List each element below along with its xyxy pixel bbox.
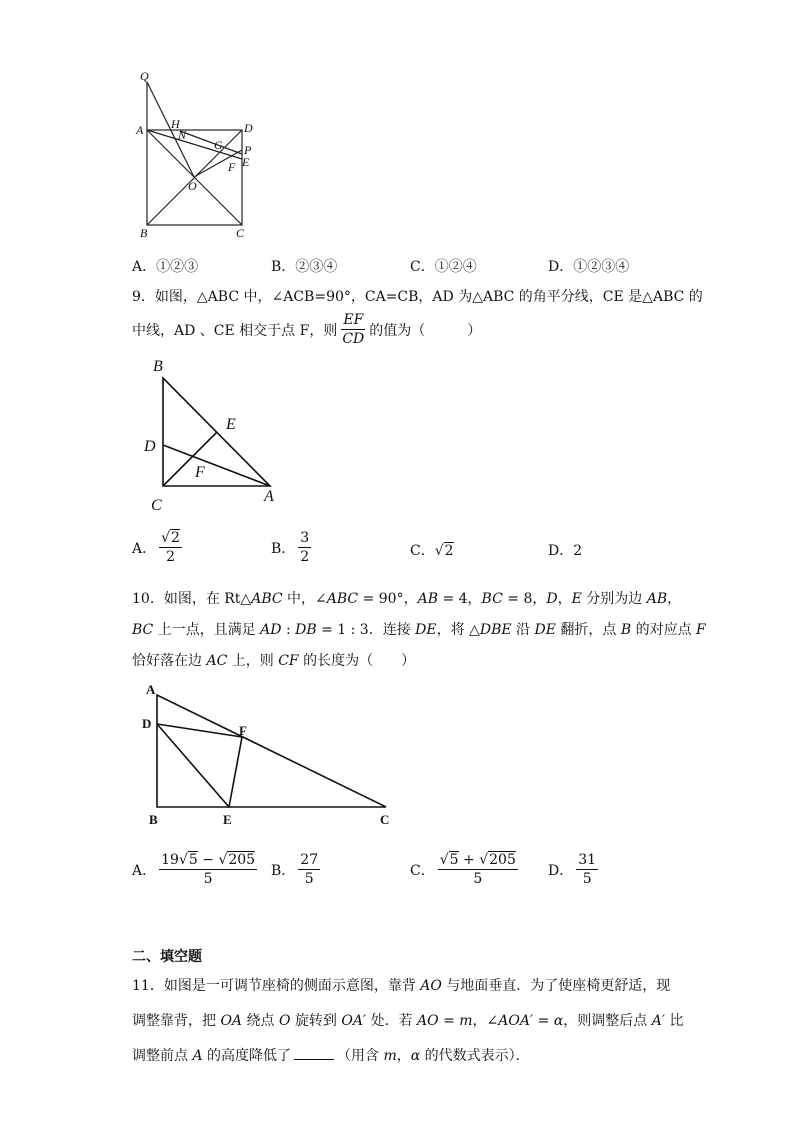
math: OA′ [341, 1013, 367, 1029]
text: 上一点，且满足 [153, 622, 261, 638]
label-d: D [244, 121, 253, 135]
label-e: E [242, 155, 250, 169]
math: CF [278, 653, 299, 669]
math: BC [481, 591, 503, 607]
label-e: E [226, 416, 236, 433]
text: 中，∠ [282, 591, 327, 607]
text: 翻折，点 [555, 622, 621, 638]
option-letter: A． [132, 862, 157, 879]
q9-option-d[interactable] [548, 540, 582, 560]
label-a: A [264, 488, 274, 505]
fraction-denominator: 2 [300, 549, 310, 565]
radicand: 205 [228, 852, 256, 868]
math: ABC [251, 591, 283, 607]
math: AOA′ [498, 1013, 534, 1029]
label-n: N [178, 128, 187, 142]
q9-triangle-figure [140, 355, 290, 515]
q11-stem-line3 [132, 1045, 530, 1065]
operator: − [197, 852, 219, 868]
q9-line2-post: 的值为（ ） [369, 322, 482, 339]
option-text: ②③④ [295, 259, 338, 275]
q10-stem-line2 [132, 619, 706, 639]
text: 调整靠背，把 [132, 1013, 221, 1029]
math: DB [295, 622, 317, 638]
text: 恰好落在边 [132, 653, 207, 669]
segment-fe [229, 737, 242, 807]
text: ，∠ [472, 1013, 499, 1029]
fraction-numerator: √2 [161, 530, 180, 546]
text: 10．如图，在 Rt△ [132, 591, 252, 607]
fraction-numerator: EF [343, 312, 364, 328]
text: 11．如图是一可调节座椅的侧面示意图，靠背 [132, 978, 421, 994]
segment-de [157, 724, 229, 807]
label-c: C [380, 812, 390, 827]
option-text: ①②③ [156, 259, 199, 275]
math: α [553, 1013, 564, 1029]
label-d: D [144, 438, 156, 455]
answer-blank[interactable] [294, 1059, 334, 1060]
text: = 1 : 3．连接 [316, 622, 416, 638]
q9-option-b[interactable] [271, 530, 314, 565]
q8-option-a[interactable] [132, 256, 198, 276]
label-c: C [151, 497, 162, 514]
option-fraction [159, 530, 182, 565]
radicand: 5 [449, 852, 459, 868]
section-heading: 二、填空题 [132, 949, 202, 965]
option-letter: A． [132, 259, 157, 275]
math: E [571, 591, 582, 607]
option-letter: B． [271, 862, 296, 879]
q10-stem-line3 [132, 650, 415, 670]
label-a: A [136, 123, 144, 137]
text: ， [667, 591, 682, 607]
math: DE [415, 622, 437, 638]
q9-fraction [340, 312, 366, 347]
radicand: 2 [171, 530, 180, 546]
radicand: 5 [188, 852, 198, 868]
q10-option-a[interactable] [132, 852, 260, 887]
math: AC [206, 653, 228, 669]
text: 上，则 [227, 653, 279, 669]
fraction-denominator: 5 [473, 871, 483, 887]
label-a: A [146, 682, 156, 697]
text: 的对应点 [631, 622, 697, 638]
text: 比 [665, 1013, 684, 1029]
q10-option-d[interactable] [548, 852, 601, 887]
q9-stem-line1: 9．如图，△ABC 中，∠ACB=90°，CA=CB，AD 为△ABC 的角平分线，CE 是△ABC 的 [132, 289, 703, 305]
math: AB [417, 591, 438, 607]
math: BC [132, 622, 154, 638]
text: ，则调整后点 [563, 1013, 652, 1029]
math: AD [260, 622, 282, 638]
option-fraction [298, 530, 311, 565]
text: = [533, 1013, 554, 1029]
label-e: E [223, 812, 232, 827]
option-text: ①②④ [434, 259, 477, 275]
triangle-abc [157, 695, 386, 807]
radicand: 205 [489, 852, 516, 868]
q10-option-b[interactable] [271, 852, 323, 887]
math: A′ [651, 1013, 666, 1029]
option-letter: B． [271, 259, 296, 275]
text: : [281, 622, 296, 638]
option-letter: B． [271, 540, 296, 557]
text: （用含 [337, 1048, 384, 1064]
math: α [410, 1048, 421, 1064]
math: O [278, 1013, 291, 1029]
math: OA [220, 1013, 243, 1029]
text: 调整前点 [132, 1048, 193, 1064]
option-letter: A． [132, 540, 157, 557]
fraction-numerator: 27 [300, 852, 319, 868]
option-letter: D． [548, 259, 574, 275]
segment-ce [163, 432, 217, 486]
q9-stem-line2 [132, 312, 481, 347]
fraction-numerator: 3 [300, 530, 310, 546]
text: = 8， [502, 591, 547, 607]
text: ， [396, 1048, 411, 1064]
math: AO [417, 1013, 439, 1029]
text: 与地面垂直．为了使座椅更舒适，现 [441, 978, 671, 994]
text: ，将 △ [436, 622, 480, 638]
label-p: P [244, 143, 252, 157]
q8-option-c[interactable] [410, 256, 477, 276]
option-letter: D． [548, 543, 574, 559]
text: ， [557, 591, 572, 607]
text: 的代数式表示）． [420, 1048, 530, 1064]
fraction-numerator: 31 [578, 852, 597, 868]
text: 处．若 [366, 1013, 418, 1029]
radicand: 2 [444, 543, 454, 559]
q10-option-c[interactable] [410, 852, 521, 887]
operator: + [458, 852, 480, 868]
label-c: C [236, 226, 245, 240]
fraction-denominator: 5 [203, 871, 213, 887]
label-f: F [228, 160, 236, 174]
fraction-denominator: 2 [166, 549, 175, 565]
text: 绕点 [242, 1013, 279, 1029]
q9-option-a[interactable] [132, 530, 185, 565]
option-fraction [159, 852, 257, 887]
coefficient: 19 [161, 852, 179, 868]
q8-square-figure [130, 62, 270, 242]
fraction-denominator: 5 [582, 871, 592, 887]
math: D [546, 591, 558, 607]
text: 分别为边 [581, 591, 647, 607]
math: m [459, 1013, 473, 1029]
text: 沿 [511, 622, 535, 638]
label-g: G [214, 138, 223, 152]
label-h: H [171, 117, 180, 131]
label-f: F [195, 464, 205, 481]
math: DBE [479, 622, 512, 638]
label-d: D [142, 716, 152, 731]
fraction-denominator: CD [342, 331, 365, 347]
q11-stem-line2 [132, 1010, 683, 1030]
fraction-denominator: 5 [304, 871, 314, 887]
fraction-numerator: 19√5 − √205 [161, 852, 256, 868]
text: = [438, 1013, 460, 1029]
option-text: 2 [573, 543, 583, 559]
label-b: B [140, 226, 148, 240]
option-letter: C． [410, 862, 435, 879]
fraction-numerator: √5 + √205 [439, 852, 516, 868]
option-letter: D． [548, 862, 574, 879]
math: B [620, 622, 632, 638]
math: m [383, 1048, 397, 1064]
text: = 90°， [358, 591, 418, 607]
math: A [192, 1048, 203, 1064]
option-fraction [576, 852, 598, 887]
q10-stem-line1 [132, 588, 681, 608]
q11-stem-line1 [132, 975, 670, 995]
label-f: F [239, 723, 247, 738]
math: DE [534, 622, 556, 638]
q8-option-b[interactable] [271, 256, 337, 276]
label-q: Q [140, 69, 149, 83]
label-o: O [188, 179, 197, 193]
text: 旋转到 [290, 1013, 342, 1029]
label-b: B [153, 358, 163, 375]
option-fraction [438, 852, 518, 887]
q10-triangle-figure [140, 680, 400, 830]
text: 的长度为（ ） [298, 653, 416, 669]
text: = 4， [438, 591, 482, 607]
option-letter: C． [410, 543, 435, 559]
math: ABC [326, 591, 359, 607]
option-radical: √2 [434, 543, 454, 559]
option-text: ①②③④ [573, 259, 630, 275]
option-fraction [298, 852, 320, 887]
label-b: B [149, 812, 158, 827]
q8-option-d[interactable] [548, 256, 629, 276]
math: F [696, 622, 706, 638]
math: AO [420, 978, 442, 994]
q9-line2-pre: 中线，AD 、CE 相交于点 F，则 [132, 322, 338, 339]
math: AB [646, 591, 668, 607]
option-letter: C． [410, 259, 435, 275]
segment-ad [163, 445, 270, 486]
q9-option-c[interactable] [410, 540, 454, 560]
text: 的高度降低了 [202, 1048, 292, 1064]
